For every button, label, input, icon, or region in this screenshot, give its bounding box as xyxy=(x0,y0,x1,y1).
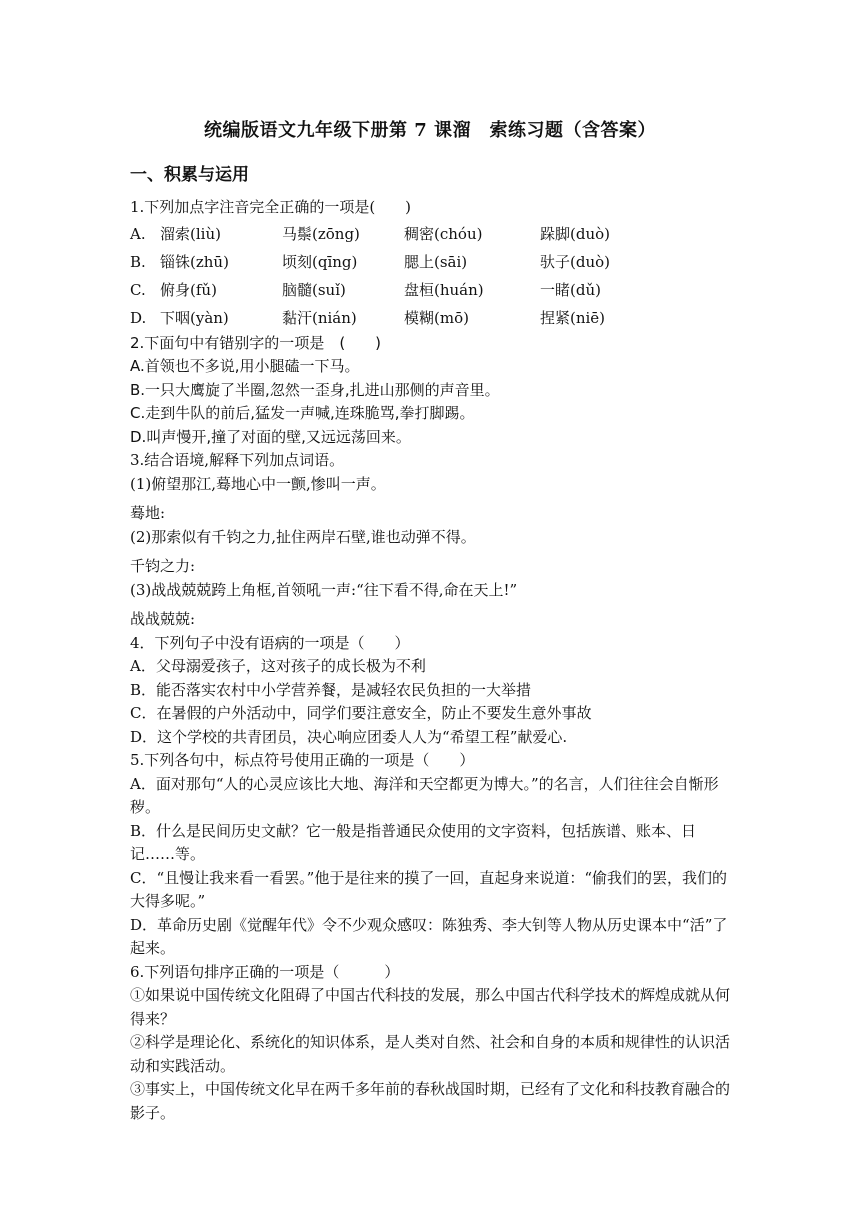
q6-item-3: ③事实上，中国传统文化早在两千多年前的春秋战国时期，已经有了文化和科技教育融合的影子。 xyxy=(130,1080,731,1122)
q4-option-a: A．父母溺爱孩子，这对孩子的成长极为不利 xyxy=(130,657,426,675)
option-word: 黏汗(nián) xyxy=(282,308,357,327)
q1-option-row-d xyxy=(130,304,750,332)
option-word: 顷刻(qīng) xyxy=(282,252,358,271)
q4-option-d: D．这个学校的共青团员，决心响应团委人人为“希望工程”献爱心. xyxy=(130,727,568,746)
q6-item-1: ①如果说中国传统文化阻碍了中国古代科技的发展，那么中国古代科学技术的辉煌成就从何得来？ xyxy=(130,986,731,1028)
option-word: 稠密(chóu) xyxy=(404,224,483,243)
document-body xyxy=(130,196,750,1125)
option-word: 马鬃(zōng) xyxy=(282,224,360,243)
option-letter: C. xyxy=(130,280,146,299)
q3-term-3: 战战兢兢: xyxy=(130,610,196,628)
question-3-stem: 3.结合语境,解释下列加点词语。 xyxy=(130,451,345,469)
option-word: 驮子(duò) xyxy=(540,252,610,271)
option-word: 腮上(sāi) xyxy=(404,252,468,271)
q2-option-a: A.首领也不多说,用小腿磕一下马。 xyxy=(130,357,360,375)
q3-sentence-3: (3)战战兢兢跨上角框,首领吼一声:“往下看不得,命在天上!” xyxy=(130,580,518,599)
option-word: 下咽(yàn) xyxy=(160,308,229,327)
page-title: 统编版语文九年级下册第 7 课溜 索练习题（含答案） xyxy=(203,120,657,141)
question-6-stem: 6.下列语句排序正确的一项是（ ） xyxy=(130,962,400,981)
q2-option-c: C.走到牛队的前后,猛发一声喊,连珠脆骂,拳打脚踢。 xyxy=(130,404,475,422)
q5-option-a: A．面对那句“人的心灵应该比大地、海洋和天空都更为博大。”的名言，人们往往会自惭形秽。 xyxy=(130,774,719,816)
option-word: 脑髓(suǐ) xyxy=(282,280,346,299)
option-word: 一睹(dǔ) xyxy=(540,280,601,299)
section-heading: 一、积累与运用 xyxy=(130,165,249,185)
q3-term-2: 千钧之力: xyxy=(130,557,196,575)
q1-option-row-b xyxy=(130,248,750,276)
option-word: 俯身(fǔ) xyxy=(160,280,217,299)
q2-option-d: D.叫声慢开,撞了对面的壁,又远远荡回来。 xyxy=(130,427,411,446)
q4-option-b: B．能否落实农村中小学营养餐，是减轻农民负担的一大举措 xyxy=(130,680,532,699)
question-2-stem: 2.下面句中有错别字的一项是 ( ) xyxy=(130,333,382,352)
option-letter: D. xyxy=(130,308,147,327)
question-1-stem: 1.下列加点字注音完全正确的一项是( ) xyxy=(130,198,412,216)
option-word: 锱铢(zhū) xyxy=(160,252,229,271)
q1-option-row-c xyxy=(130,276,750,304)
q3-sentence-1: (1)俯望那江,蓦地心中一颤,惨叫一声。 xyxy=(130,474,386,493)
q4-option-c: C．在暑假的户外活动中，同学们要注意安全，防止不要发生意外事故 xyxy=(130,704,592,722)
q3-sentence-2: (2)那索似有千钧之力,扯住两岸石壁,谁也动弹不得。 xyxy=(130,527,476,546)
q1-option-row-a xyxy=(130,220,750,248)
q6-item-2: ②科学是理论化、系统化的知识体系，是人类对自然、社会和自身的本质和规律性的认识活动和实践活动。 xyxy=(130,1033,731,1075)
question-5-stem: 5.下列各句中，标点符号使用正确的一项是（ ） xyxy=(130,751,475,769)
q3-term-1: 蓦地: xyxy=(130,504,166,522)
q5-option-d: D．革命历史剧《觉醒年代》令不少观众感叹：陈独秀、李大钊等人物从历史课本中“活”了起来。 xyxy=(130,915,728,957)
option-word: 模糊(mō) xyxy=(404,308,469,327)
q5-option-b: B．什么是民间历史文献？它一般是指普通民众使用的文字资料，包括族谱、账本、日记……等。 xyxy=(130,821,697,863)
option-word: 盘桓(huán) xyxy=(404,280,484,299)
option-letter: B. xyxy=(130,252,146,271)
option-word: 捏紧(niē) xyxy=(540,308,606,327)
q2-option-b: B.一只大鹰旋了半圈,忽然一歪身,扎进山那侧的声音里。 xyxy=(130,380,500,399)
option-word: 溜索(liù) xyxy=(160,224,221,243)
option-letter: A. xyxy=(130,224,146,243)
question-4-stem: 4．下列句子中没有语病的一项是（ ） xyxy=(130,633,410,652)
q5-option-c: C．“且慢让我来看一看罢。”他于是往来的摸了一回，直起身来说道：“偷我们的罢，我们的大得多呢。” xyxy=(130,868,727,910)
option-word: 跺脚(duò) xyxy=(540,224,610,243)
